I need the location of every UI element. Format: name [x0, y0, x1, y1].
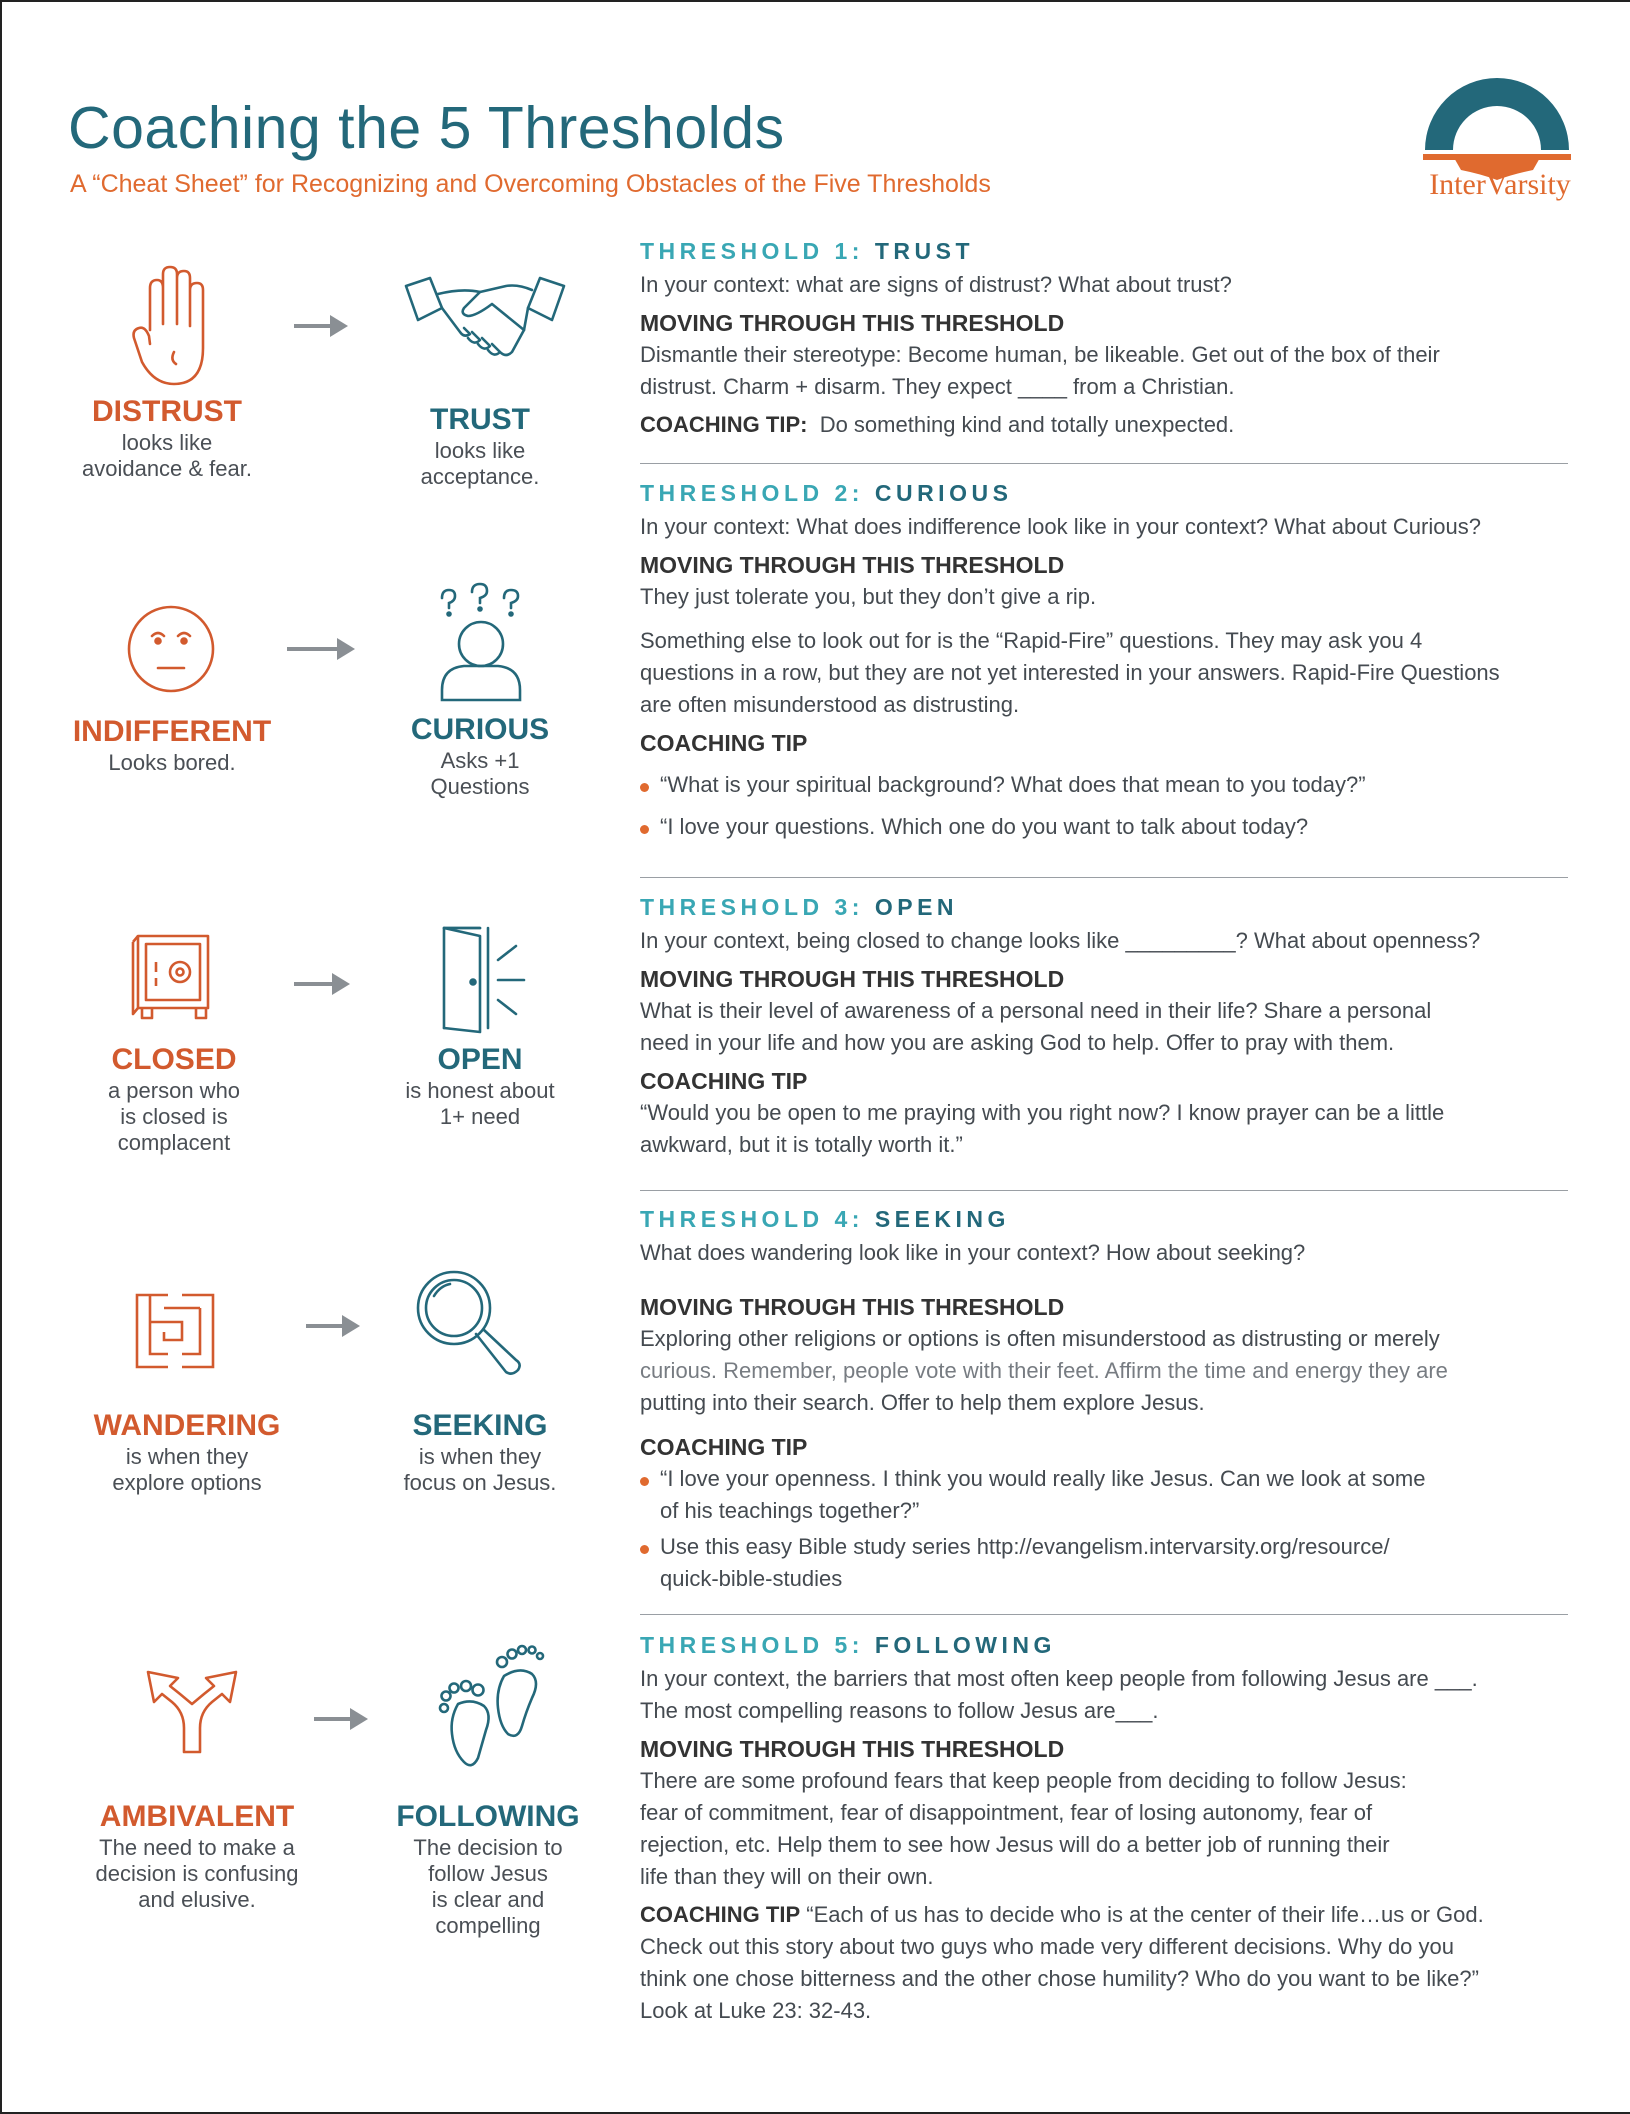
moving-heading: MOVING THROUGH THIS THRESHOLD [640, 966, 1065, 992]
tip-bullet: “What is your spiritual background? What does that mean to you today?” [640, 769, 1570, 801]
moving-text: need in your life and how you are asking God to help. Offer to pray with them. [640, 1030, 1395, 1055]
tip-label: COACHING TIP [640, 1068, 808, 1094]
label-curious [380, 712, 580, 800]
tip-text: “Each of us has to decide who is at the center of their life…us or God. [806, 1902, 1484, 1927]
moving-text: Dismantle their stereotype: Become human, be likeable. Get out of the box of their [640, 342, 1440, 367]
tip-text: Look at Luke 23: 32-43. [640, 1998, 872, 2023]
state-desc: Looks bored. [108, 750, 236, 775]
label-seeking [380, 1408, 580, 1496]
context-question: In your context, the barriers that most often keep people from following Jesus are ___. [640, 1666, 1478, 1691]
threshold-2-section [640, 480, 1570, 843]
extra-text: Something else to look out for is the “Rapid-Fire” questions. They may ask you 4 [640, 628, 1423, 653]
state-name: WANDERING [93, 1409, 281, 1442]
state-desc: a person who [107, 1078, 241, 1103]
questioning-person-icon [438, 582, 524, 702]
threshold-label: THRESHOLD 2: [640, 480, 864, 506]
state-desc: is honest about [405, 1078, 555, 1103]
state-desc: follow Jesus [428, 1861, 548, 1886]
threshold-5-section [640, 1632, 1570, 2027]
threshold-title [640, 480, 1570, 507]
state-name: AMBIVALENT [99, 1800, 295, 1833]
tip-label: COACHING TIP [640, 1902, 801, 1927]
tip-bullet: “I love your openness. I think you would really like Jesus. Can we look at some [640, 1463, 1570, 1495]
threshold-4-section [640, 1206, 1570, 1595]
state-name: DISTRUST [92, 395, 242, 428]
state-name: INDIFFERENT [72, 715, 272, 748]
tip-bullet: Use this easy Bible study series http://evangelism.intervarsity.org/resource/ [640, 1531, 1570, 1563]
state-desc: decision is confusing [95, 1861, 299, 1886]
threshold-title [640, 1632, 1570, 1659]
moving-heading: MOVING THROUGH THIS THRESHOLD [640, 1294, 1065, 1320]
context-question: What does wandering look like in your context? How about seeking? [640, 1240, 1306, 1265]
state-name: FOLLOWING [396, 1800, 580, 1833]
extra-text: questions in a row, but they are not yet interested in your answers. Rapid-Fire Questions [640, 660, 1500, 685]
label-trust [380, 402, 580, 490]
tip-text: “Would you be open to me praying with you right now? I know prayer can be a little [640, 1100, 1445, 1125]
tip-text: Check out this story about two guys who made very different decisions. Why do you [640, 1934, 1454, 1959]
transition-arrow [287, 647, 341, 651]
moving-heading: MOVING THROUGH THIS THRESHOLD [640, 1736, 1065, 1762]
threshold-name: OPEN [874, 894, 959, 920]
section-divider [640, 1190, 1568, 1191]
state-desc: Questions [430, 774, 530, 799]
moving-text: They just tolerate you, but they don’t give a rip. [640, 584, 1097, 609]
bored-face-icon [126, 604, 216, 694]
tip-label: COACHING TIP [640, 1434, 808, 1460]
threshold-name: FOLLOWING [874, 1632, 1056, 1658]
page-subtitle: A “Cheat Sheet” for Recognizing and Overcoming Obstacles of the Five Thresholds [70, 170, 991, 198]
state-desc: acceptance. [420, 464, 540, 489]
state-desc: focus on Jesus. [403, 1470, 557, 1495]
logo-wordmark: InterVarsity [1429, 168, 1571, 201]
page-title: Coaching the 5 Thresholds [68, 95, 785, 161]
magnifying-glass-icon [414, 1268, 524, 1376]
label-indifferent [62, 714, 282, 776]
tip-text: think one chose bitterness and the other chose humility? Who do you want to be like?” [640, 1966, 1479, 1991]
moving-text: putting into their search. Offer to help them explore Jesus. [640, 1390, 1205, 1415]
state-name: OPEN [437, 1043, 523, 1076]
moving-text: fear of commitment, fear of disappointment, fear of losing autonomy, fear of [640, 1800, 1373, 1825]
state-name: CURIOUS [410, 713, 550, 746]
tip-bullet-cont: of his teachings together?” [660, 1498, 920, 1523]
threshold-1-section [640, 238, 1570, 441]
tip-text: Do something kind and totally unexpected. [819, 412, 1235, 437]
context-question: In your context: what are signs of distrust? What about trust? [640, 272, 1232, 297]
section-divider [640, 1614, 1568, 1615]
state-desc: and elusive. [138, 1887, 256, 1912]
section-divider [640, 877, 1568, 878]
moving-text: There are some profound fears that keep people from deciding to follow Jesus: [640, 1768, 1407, 1793]
moving-text: curious. Remember, people vote with their feet. Affirm the time and energy they are [640, 1358, 1448, 1383]
safe-icon [130, 932, 216, 1022]
tip-label: COACHING TIP [640, 730, 808, 756]
threshold-title [640, 238, 1570, 265]
state-name: SEEKING [412, 1409, 548, 1442]
open-door-icon [436, 924, 536, 1034]
tip-label: COACHING TIP: [640, 412, 808, 437]
state-name: TRUST [430, 403, 530, 436]
state-desc: The decision to [413, 1835, 563, 1860]
context-question: In your context: What does indifference look like in your context? What about Curious? [640, 514, 1481, 539]
state-desc: is when they [125, 1444, 249, 1469]
threshold-name: SEEKING [874, 1206, 1010, 1232]
label-following [378, 1799, 598, 1939]
state-desc: is when they [418, 1444, 542, 1469]
moving-text: life than they will on their own. [640, 1864, 934, 1889]
coaching-tip [640, 1899, 1570, 1931]
state-desc: is closed is [120, 1104, 228, 1129]
threshold-3-section [640, 894, 1570, 1161]
maze-icon [134, 1292, 216, 1370]
moving-text: What is their level of awareness of a personal need in their life? Share a personal [640, 998, 1432, 1023]
threshold-label: THRESHOLD 5: [640, 1632, 864, 1658]
threshold-title [640, 1206, 1570, 1233]
state-desc: The need to make a [99, 1835, 295, 1860]
transition-arrow [314, 1717, 354, 1721]
state-desc: looks like [434, 438, 526, 463]
state-desc: looks like [121, 430, 213, 455]
state-desc: compelling [435, 1913, 541, 1938]
tip-bullet-cont: quick-bible-studies [660, 1566, 843, 1591]
extra-text: are often misunderstood as distrusting. [640, 692, 1020, 717]
moving-heading: MOVING THROUGH THIS THRESHOLD [640, 552, 1065, 578]
moving-heading: MOVING THROUGH THIS THRESHOLD [640, 310, 1065, 336]
moving-text: rejection, etc. Help them to see how Jesus will do a better job of running their [640, 1832, 1390, 1857]
context-question: The most compelling reasons to follow Jesus are___. [640, 1698, 1159, 1723]
threshold-label: THRESHOLD 1: [640, 238, 864, 264]
label-distrust [62, 394, 272, 482]
threshold-label: THRESHOLD 4: [640, 1206, 864, 1232]
state-desc: complacent [117, 1130, 231, 1155]
state-desc: Asks +1 [440, 748, 520, 773]
moving-text: distrust. Charm + disarm. They expect ____ from a Christian. [640, 374, 1235, 399]
moving-text: Exploring other religions or options is often misunderstood as distrusting or merely [640, 1326, 1440, 1351]
state-desc: 1+ need [439, 1104, 521, 1129]
split-arrow-icon [140, 1668, 244, 1754]
tip-bullet: “I love your questions. Which one do you want to talk about today? [640, 811, 1570, 843]
state-desc: is clear and [431, 1887, 545, 1912]
threshold-label: THRESHOLD 3: [640, 894, 864, 920]
handshake-icon [402, 274, 568, 370]
label-open [380, 1042, 580, 1130]
context-question: In your context, being closed to change looks like _________? What about openness? [640, 928, 1481, 953]
state-name: CLOSED [111, 1043, 237, 1076]
footprints-icon [436, 1638, 546, 1772]
coaching-tip [640, 409, 1570, 441]
label-wandering [72, 1408, 302, 1496]
threshold-name: TRUST [874, 238, 975, 264]
state-desc: explore options [112, 1470, 262, 1495]
raised-hand-icon [130, 264, 210, 388]
transition-arrow [294, 324, 334, 328]
label-closed [62, 1042, 286, 1156]
state-desc: avoidance & fear. [81, 456, 252, 481]
threshold-name: CURIOUS [874, 480, 1013, 506]
section-divider [640, 463, 1568, 464]
label-ambivalent [62, 1799, 332, 1913]
transition-arrow [294, 982, 336, 986]
threshold-title [640, 894, 1570, 921]
transition-arrow [306, 1324, 346, 1328]
tip-text: awkward, but it is totally worth it.” [640, 1132, 963, 1157]
